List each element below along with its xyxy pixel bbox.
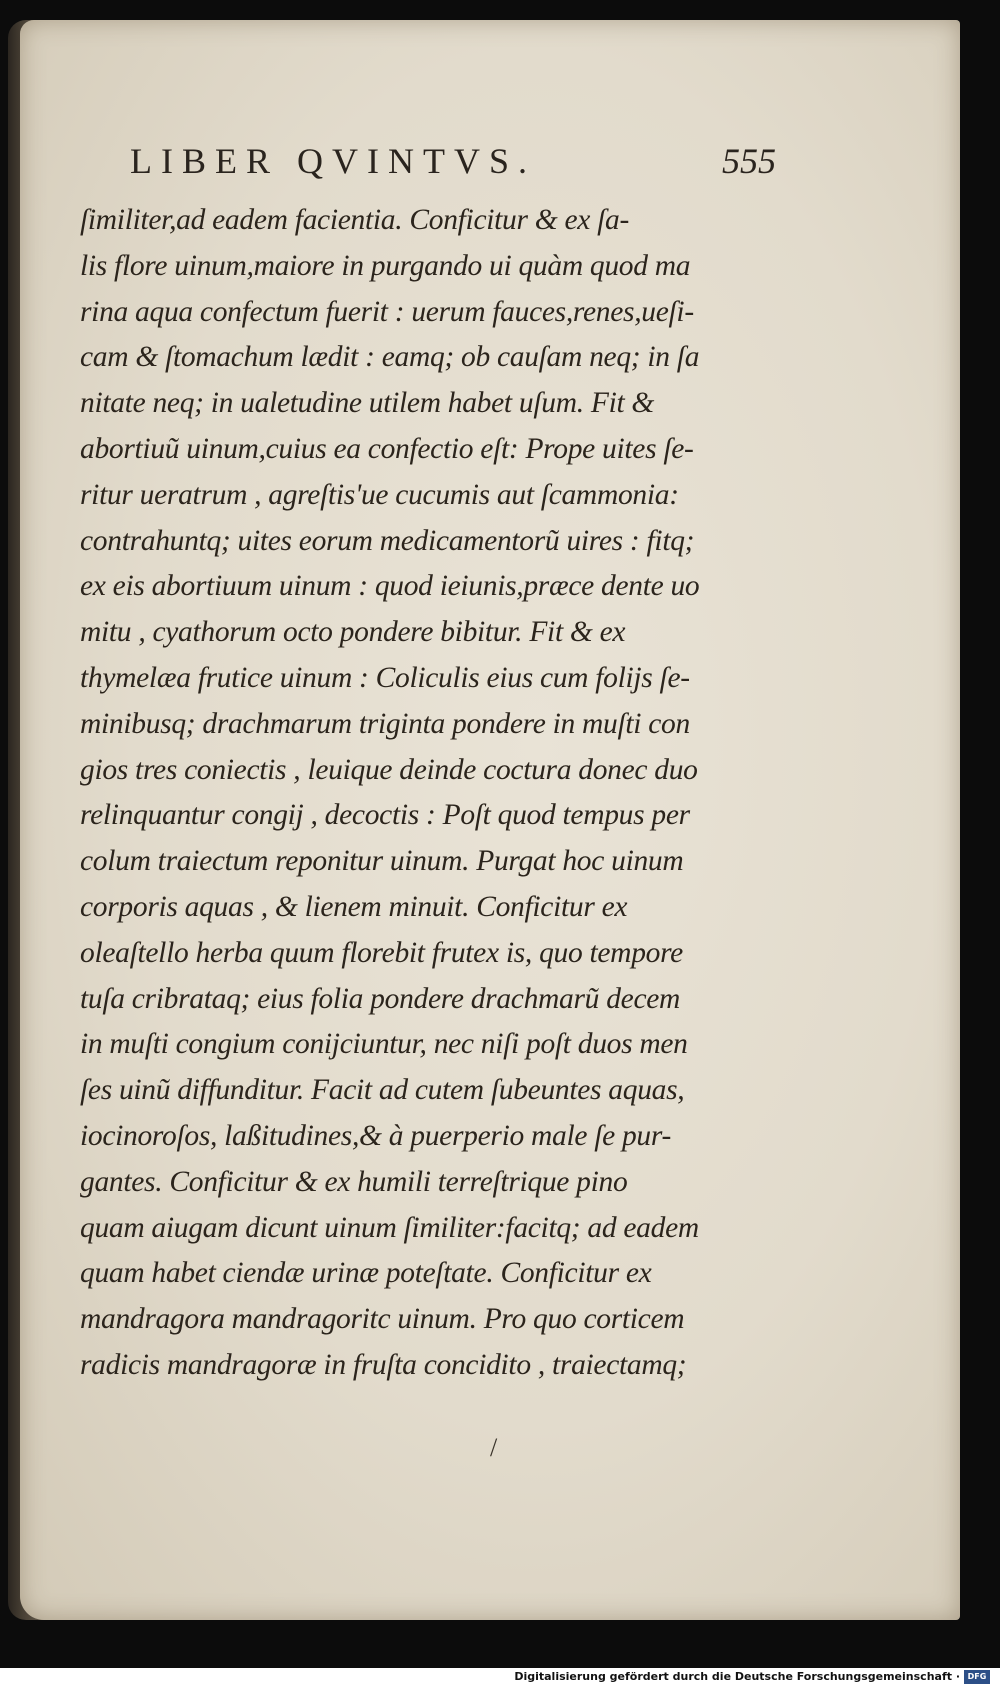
text-line: relinquantur congij , decoctis : Poſt quod tempus per [80,799,690,832]
text-line: cam & ſtomachum lædit : eamq; ob cauſam neq; in ſa [80,341,700,374]
text-line: ex eis abortiuum uinum : quod ieiunis,præce dente uo [80,570,700,603]
text-line: minibusq; drachmarum triginta pondere in muſti con [80,707,690,740]
text-line: mitu , cyathorum octo pondere bibitur. Fit & ex [80,616,626,649]
text-line: quam habet ciendæ urinæ poteſtate. Conficitur ex [80,1257,652,1290]
text-line: ſes uinũ diffunditur. Facit ad cutem ſubeuntes aquas, [80,1074,685,1107]
text-line: gantes. Conficitur & ex humili terreſtrique pino [80,1165,628,1198]
text-line: oleaſtello herba quum florebit frutex is, quo tempore [80,936,683,969]
body-text [80,198,780,1389]
text-line: mandragora mandragoritc uinum. Pro quo corticem [80,1303,685,1336]
text-line: ſimiliter,ad eadem facientia. Conficitur & ex ſa- [80,204,629,236]
text-line: colum traiectum reponitur uinum. Purgat hoc uinum [80,845,684,878]
footer-bar [0,1668,1000,1687]
running-head [130,140,776,192]
text-line: gios tres coniectis , leuique deinde coctura donec duo [80,753,698,786]
text-line: thymelæa frutice uinum : Coliculis eius cum folijs ſe- [80,661,690,694]
text-line: in muſti congium conijciuntur, nec niſi poſt duos men [80,1028,688,1061]
text-line: corporis aquas , & lienem minuit. Conficitur ex [80,890,628,923]
text-line: tuſa cribrataq; eius folia pondere drachmarũ decem [80,982,681,1015]
text-line: lis flore uinum,maiore in purgando ui quàm quod ma [80,249,691,282]
text-line: radicis mandragoræ in fruſta concidito , traiectamq; [80,1348,687,1381]
text-line: ritur ueratrum , agreſtis'ue cucumis aut ſcammonia: [80,478,679,511]
text-line: abortiuũ uinum,cuius ea confectio eſt: Prope uites ſe- [80,432,694,465]
dfg-logo: DFG [964,1670,990,1684]
running-title: LIBER QVINTVS. [130,141,536,181]
text-line: quam aiugam dicunt uinum ſimiliter:facitq; ad eadem [80,1211,699,1244]
digitization-credit: Digitalisierung gefördert durch die Deutsche Forschungsgemeinschaft · [514,1670,960,1683]
page-number: 555 [722,141,776,181]
text-line: nitate neq; in ualetudine utilem habet uſum. Fit & [80,387,655,420]
stray-mark: / [490,1433,498,1462]
text-line: iocinoroſos, laßitudines,& à puerperio male ſe pur- [80,1119,671,1152]
text-line: contrahuntq; uites eorum medicamentorũ uires : fitq; [80,524,695,557]
text-line: rina aqua confectum fuerit : uerum fauces,renes,ueſi- [80,295,694,328]
